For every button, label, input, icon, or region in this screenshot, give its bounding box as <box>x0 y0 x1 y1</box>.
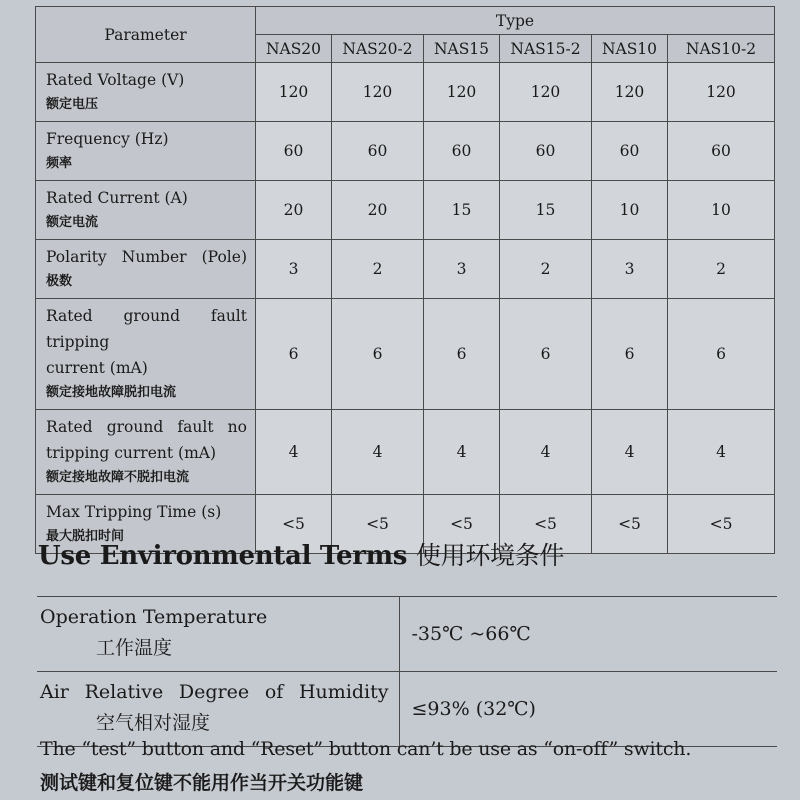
table-cell: 60 <box>424 122 500 181</box>
type-nas10-2: NAS10-2 <box>668 35 775 63</box>
table-row <box>36 63 775 122</box>
table-cell: 120 <box>668 63 775 122</box>
row-label-en: Rated Voltage (V) <box>46 71 185 89</box>
env-label-cn: 空气相对湿度 <box>96 712 211 734</box>
row-label <box>36 122 256 181</box>
env-label <box>37 672 399 747</box>
table-cell: 6 <box>256 299 332 410</box>
table-cell: 6 <box>668 299 775 410</box>
env-label-en: Operation Temperature <box>40 606 268 628</box>
environment-title-en: Use Environmental Terms <box>38 541 408 571</box>
row-label-en: Frequency (Hz) <box>46 130 169 148</box>
table-cell: 15 <box>424 181 500 240</box>
note-en: The “test” button and “Reset” button can’t be use as “on-off” switch. <box>40 738 692 760</box>
table-cell: 60 <box>500 122 592 181</box>
table-cell: 3 <box>256 240 332 299</box>
row-label-cn: 额定接地故障脱扣电流 <box>46 385 177 400</box>
table-cell: 120 <box>256 63 332 122</box>
row-label <box>36 181 256 240</box>
row-label <box>36 240 256 299</box>
table-cell: 4 <box>592 410 668 495</box>
table-cell: 4 <box>424 410 500 495</box>
table-cell: 20 <box>256 181 332 240</box>
table-cell: 2 <box>332 240 424 299</box>
table-cell: <5 <box>668 495 775 554</box>
row-label-cn: 频率 <box>46 156 73 171</box>
table-cell: 60 <box>256 122 332 181</box>
row-label-cn: 极数 <box>46 274 73 289</box>
table-row <box>36 410 775 495</box>
env-value: -35℃ ~66℃ <box>399 597 777 672</box>
environment-title-cn: 使用环境条件 <box>415 541 565 570</box>
table-cell: 2 <box>500 240 592 299</box>
row-label-en: Rated ground fault tripping <box>46 307 247 351</box>
row-label-en: current (mA) <box>46 359 148 377</box>
table-row <box>36 299 775 410</box>
row-label <box>36 410 256 495</box>
table-cell: 2 <box>668 240 775 299</box>
table-cell: 4 <box>332 410 424 495</box>
type-nas15-2: NAS15-2 <box>500 35 592 63</box>
environment-table <box>37 596 777 747</box>
table-row <box>37 672 777 747</box>
table-row <box>36 240 775 299</box>
table-cell: 120 <box>500 63 592 122</box>
type-nas20-2: NAS20-2 <box>332 35 424 63</box>
row-label <box>36 63 256 122</box>
type-nas10: NAS10 <box>592 35 668 63</box>
table-cell: 10 <box>592 181 668 240</box>
table-row <box>36 181 775 240</box>
env-label <box>37 597 399 672</box>
table-cell: 6 <box>592 299 668 410</box>
row-label-en: Rated Current (A) <box>46 189 188 207</box>
table-cell: 20 <box>332 181 424 240</box>
row-label-en: Rated ground fault no <box>46 418 247 436</box>
table-cell: 120 <box>424 63 500 122</box>
table-cell: 120 <box>592 63 668 122</box>
row-label-cn: 最大脱扣时间 <box>46 529 125 544</box>
table-cell: 60 <box>668 122 775 181</box>
table-cell: 3 <box>424 240 500 299</box>
table-cell: <5 <box>256 495 332 554</box>
specification-table <box>35 6 775 554</box>
environment-title <box>38 536 564 572</box>
table-cell: 4 <box>256 410 332 495</box>
table-row <box>36 122 775 181</box>
type-nas15: NAS15 <box>424 35 500 63</box>
table-cell: <5 <box>332 495 424 554</box>
row-label-cn: 额定电流 <box>46 215 99 230</box>
row-label <box>36 299 256 410</box>
table-cell: 60 <box>592 122 668 181</box>
env-label-en: Air Relative Degree of Humidity <box>40 681 389 703</box>
table-cell: 60 <box>332 122 424 181</box>
table-cell: 10 <box>668 181 775 240</box>
table-cell: 6 <box>332 299 424 410</box>
table-cell: 4 <box>500 410 592 495</box>
table-cell: 120 <box>332 63 424 122</box>
env-label-cn: 工作温度 <box>96 637 173 659</box>
parameter-header: Parameter <box>36 7 256 63</box>
table-cell: <5 <box>424 495 500 554</box>
note-cn: 测试键和复位键不能用作当开关功能键 <box>40 772 364 794</box>
row-label-en: Max Tripping Time (s) <box>46 503 222 521</box>
table-row <box>37 597 777 672</box>
type-header: Type <box>256 7 775 35</box>
table-cell: 3 <box>592 240 668 299</box>
table-cell: 6 <box>500 299 592 410</box>
table-cell: 6 <box>424 299 500 410</box>
table-cell: 4 <box>668 410 775 495</box>
table-cell: <5 <box>592 495 668 554</box>
table-cell: 15 <box>500 181 592 240</box>
row-label-cn: 额定接地故障不脱扣电流 <box>46 470 190 485</box>
row-label-cn: 额定电压 <box>46 97 99 112</box>
row-label-en: Polarity Number (Pole) <box>46 248 247 266</box>
table-cell: <5 <box>500 495 592 554</box>
type-nas20: NAS20 <box>256 35 332 63</box>
env-value: ≤93% (32℃) <box>399 672 777 747</box>
row-label-en: tripping current (mA) <box>46 444 217 462</box>
